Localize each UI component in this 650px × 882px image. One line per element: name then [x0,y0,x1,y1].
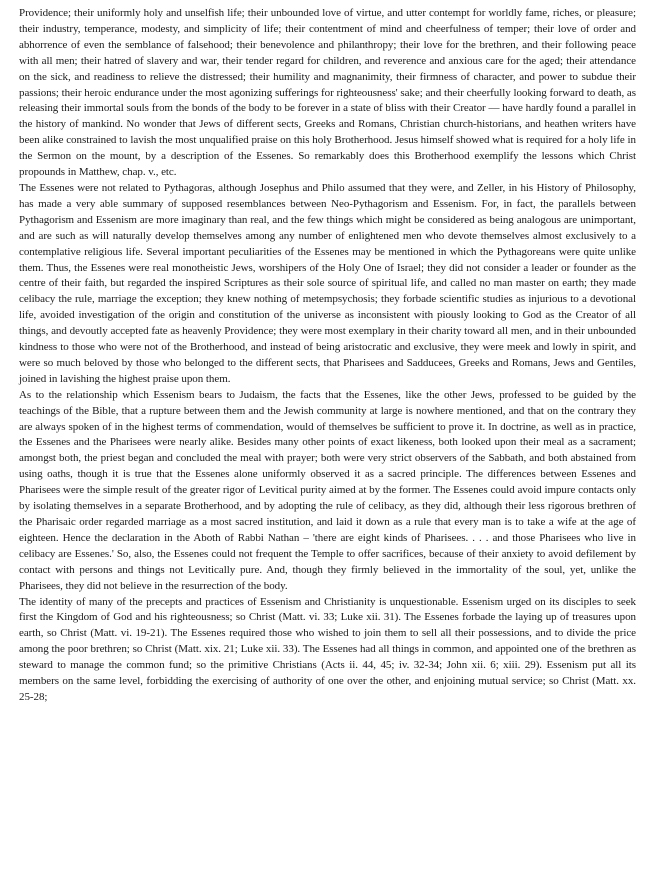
paragraph-3: As to the relationship which Essenism bears to Judaism, the facts that the Essenes, like the other Jews, professed to be guided by the teachings of the Bible, that a rupture between them and the Jewish community at large is nowhere mentioned, and that on the contrary they are always spoken of in the highest terms of commendation, would of themselves be sufficient to prove it. In doctrine, as well as in practice, the Essenes and the Pharisees were nearly alike. Besides many other points of exact likeness, both looked upon their meal as a sacrament; amongst both, the priest began and concluded the meal with prayer; both were very strict observers of the Sabbath, and both abstained from using oaths, though it is true that the Essenes alone uniformly observed it as a sacred principle. The differences between Essenes and Pharisees were the simple result of the greater rigor of Levitical purity aimed at by the former. The Essenes could avoid impure contacts only by isolating themselves in a separate Brotherhood, and by adopting the rule of celibacy, as they did, although their less rigorous brethren of the Pharisaic order regarded marriage as a most sacred institution, and laid it down as a rule that every man is to take a wife at the age of eighteen. Hence the declaration in the Aboth of Rabbi Nathan – 'there are eight kinds of Pharisees. . . . and those Pharisees who live in celibacy are Essenes.' So, also, the Essenes could not frequent the Temple to offer sacrifices, because of their anxiety to avoid defilement by contact with persons and things not Levitically pure. And, though they firmly believed in the immortality of the soul, yet, unlike the Pharisees, they did not believe in the resurrection of the body. [19,388,636,592]
paragraph-1: Providence; their uniformly holy and unselfish life; their unbounded love of virtue, and utter contempt for worldly fame, riches, or pleasure; their industry, temperance, modesty, and simplicity of life; their contentment of mind and cheerfulness of temper; their love of order and abhorrence of even the semblance of falsehood; their benevolence and philanthropy; their love for the brethren, and their following peace with all men; their hatred of slavery and war, their tender regard for children, and reverence and anxious care for the aged; their attendance on the sick, and readiness to relieve the distressed; their humility and magnanimity, their firmness of character, and power to subdue their passions; their heroic endurance under the most agonizing sufferings for righteousness' sake; and their cheerfully looking forward to death, as releasing their immortal souls from the bonds of the body to be forever in a state of bliss with their Creator — have hardly found a parallel in the history of mankind. No wonder that Jews of different sects, Greeks and Romans, Christian church-historians, and heathen writers have been alike constrained to lavish the most unqualified praise on this holy Brotherhood. Jesus himself showed what is required for a holy life in the Sermon on the mount, by a description of the Essenes. So remarkably does this Brotherhood exemplify the lessons which Christ propounds in Matthew, chap. v., etc. [19,7,636,179]
paragraph-4: The identity of many of the precepts and practices of Essenism and Christianity is unquestionable. Essenism urged on its disciples to seek first the Kingdom of God and his righteousness; so Christ (Matt. vi. 33; Luke xii. 31). The Essenes forbade the laying up of treasures upon earth, so Christ (Matt. vi. 19-21). The Essenes required those who wished to join them to sell all their possessions, and to divide the price among the poor brethren; so Christ (Matt. xix. 21; Luke xii. 33). The Essenes had all things in common, and appointed one of the brethren as steward to manage the common fund; so the primitive Christians (Acts ii. 44, 45; iv. 32-34; John xii. 6; xiii. 29). Essenism put all its members on the same level, forbidding the exercising of authority of one over the other, and enjoining mutual service; so Christ (Matt. xx. 25-28; [19,595,636,703]
paragraph-2: The Essenes were not related to Pythagoras, although Josephus and Philo assumed that they were, and Zeller, in his History of Philosophy, has made a very able summary of supposed resemblances between Neo-Pythagorism and Essenism. For, in fact, the parallels between Pythagorism and Essenism are more imaginary than real, and the few things which might be considered as being analogous are unimportant, and are such as will naturally develop themselves among any number of enlightened men who devote themselves almost exclusively to a contemplative religious life. Several important peculiarities of the Essenes may be mentioned in which the Pythagoreans were quite unlike them. Thus, the Essenes were real monotheistic Jews, worshipers of the Holy One of Israel; they did not consider a leader or founder as the centre of their faith, but regarded the inspired Scriptures as their sole source of spiritual life, and called no man master on earth; they made celibacy the rule, marriage the exception; they knew nothing of metempsychosis; they forbade scientific studies as injurious to a devotional life, avoided investigation of the origin and constitution of the universe as inconsistent with piously looking to God as the Creator of all things, and devoutly accepted fate as heavenly Providence; they were most exemplary in their charity toward all men, and in their unbounded kindness to those who were not of the Brotherhood, and instead of being aristocratic and exclusive, they were meek and lowly in spirit, and were so much beloved by those who belonged to the different sects, that Pharisees and Sadducees, Greeks and Romans, Jews and Gentiles, joined in lavishing the highest praise upon them. [19,181,636,385]
